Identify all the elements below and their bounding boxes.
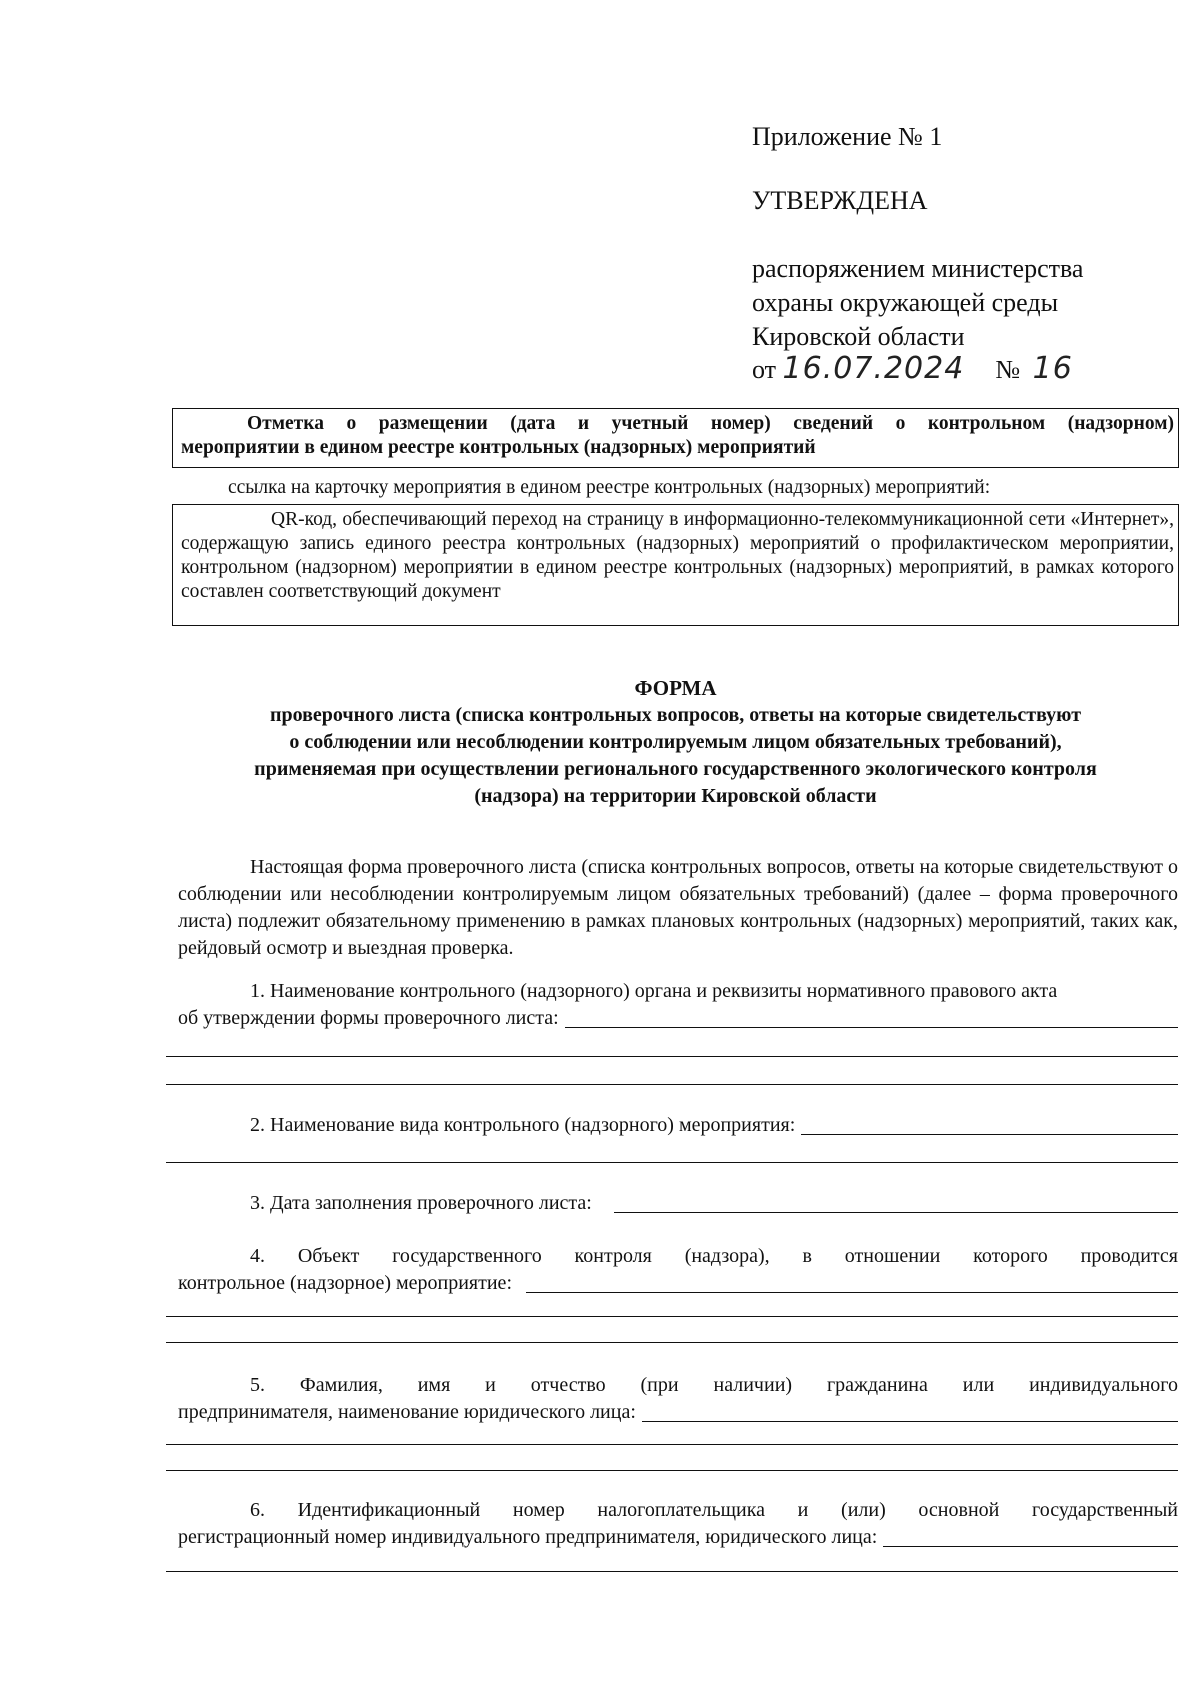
order-line-3: Кировской области bbox=[752, 322, 965, 351]
intro-paragraph bbox=[178, 854, 1178, 962]
item-3-label: 3. Дата заполнения проверочного листа: bbox=[250, 1192, 592, 1214]
registry-mark-box bbox=[172, 408, 1179, 468]
registry-link-label: ссылка на карточку мероприятия в едином реестре контрольных (надзорных) мероприятий: bbox=[228, 477, 991, 498]
form-title-line1: проверочного листа (списка контрольных вопросов, ответы на которые свидетельствуют bbox=[269, 704, 1082, 726]
number-prefix: № bbox=[995, 355, 1021, 384]
item-2-input-line2[interactable] bbox=[166, 1162, 1178, 1163]
item-6-input-line2[interactable] bbox=[166, 1571, 1178, 1572]
item-5-input-line3[interactable] bbox=[166, 1470, 1178, 1471]
form-title-line2: о соблюдении или несоблюдении контролируемым лицом обязательных требований), bbox=[289, 731, 1062, 753]
item-4 bbox=[178, 1243, 1178, 1297]
approved-label: УТВЕРЖДЕНА bbox=[752, 186, 928, 215]
item-1-input-line3[interactable] bbox=[166, 1084, 1178, 1085]
item-3 bbox=[178, 1190, 1178, 1217]
item-4-input-line2[interactable] bbox=[166, 1316, 1178, 1317]
appendix-label: Приложение № 1 bbox=[752, 122, 943, 151]
form-title-line4: (надзора) на территории Кировской области bbox=[474, 785, 877, 807]
item-6-input[interactable] bbox=[883, 1526, 1178, 1547]
item-6 bbox=[178, 1497, 1178, 1551]
item-1 bbox=[178, 978, 1178, 1032]
form-title-line3: применяемая при осуществлении регионального государственного экологического контроля bbox=[254, 758, 1097, 780]
item-1-input-line2[interactable] bbox=[166, 1056, 1178, 1057]
form-title bbox=[172, 675, 1179, 810]
item-4-input-line3[interactable] bbox=[166, 1342, 1178, 1343]
item-5-input-line2[interactable] bbox=[166, 1444, 1178, 1445]
item-5-line1: 5. Фамилия, имя и отчество (при наличии) гражданина или индивидуального bbox=[250, 1374, 1178, 1396]
order-line-1: распоряжением министерства bbox=[752, 254, 1084, 283]
item-1-input[interactable] bbox=[565, 1007, 1178, 1028]
item-4-input[interactable] bbox=[526, 1272, 1178, 1293]
item-4-line2: контрольное (надзорное) мероприятие: bbox=[178, 1272, 512, 1294]
item-1-line1: 1. Наименование контрольного (надзорного) органа и реквизиты нормативного правового акта bbox=[250, 980, 1058, 1002]
qr-code-box bbox=[172, 504, 1179, 626]
handwritten-date: 16.07.2024 bbox=[782, 351, 965, 386]
item-5-input[interactable] bbox=[642, 1401, 1178, 1422]
item-5-line2: предпринимателя, наименование юридического лица: bbox=[178, 1401, 636, 1423]
item-2-input[interactable] bbox=[801, 1114, 1178, 1135]
handwritten-number: 16 bbox=[1032, 351, 1073, 386]
approval-block bbox=[752, 120, 1192, 387]
item-6-line1: 6. Идентификационный номер налогоплательщика и (или) основной государственный bbox=[250, 1499, 1178, 1521]
order-line-2: охраны окружающей среды bbox=[752, 288, 1059, 317]
order-date-line bbox=[752, 352, 1192, 387]
date-prefix: от bbox=[752, 355, 777, 384]
item-1-line2: об утверждении формы проверочного листа: bbox=[178, 1007, 559, 1029]
item-2-label: 2. Наименование вида контрольного (надзорного) мероприятия: bbox=[250, 1114, 796, 1136]
item-6-line2: регистрационный номер индивидуального предпринимателя, юридического лица: bbox=[178, 1526, 878, 1548]
intro-text: Настоящая форма проверочного листа (списка контрольных вопросов, ответы на которые свидетельствуют о соблюдении или несоблюдении контролируемым лицом обязательных требований) (далее – форма проверочного листа) подлежит обязательному применению в рамках плановых контрольных (надзорных) мероприятий, таких как, рейдовый осмотр и выездная проверка. bbox=[178, 856, 1178, 959]
item-3-input[interactable] bbox=[614, 1192, 1178, 1213]
form-heading: ФОРМА bbox=[634, 676, 717, 700]
item-5 bbox=[178, 1372, 1178, 1426]
qr-code-text: QR-код, обеспечивающий переход на страницу в информационно-телекоммуникационной сети «Интернет», содержащую запись единого реестра контрольных (надзорных) мероприятий о профилактическом мероприятии, контрольном (надзорном) мероприятии в едином реестре контрольных (надзорных) мероприятий, в рамках которого составлен соответствующий документ bbox=[181, 509, 1174, 602]
registry-mark-line2: мероприятии в едином реестре контрольных (надзорных) мероприятий bbox=[181, 437, 816, 458]
registry-mark-line1: Отметка о размещении (дата и учетный номер) сведений о контрольном (надзорном) bbox=[247, 413, 1174, 434]
item-4-line1: 4. Объект государственного контроля (надзора), в отношении которого проводится bbox=[250, 1245, 1178, 1267]
item-2 bbox=[178, 1112, 1178, 1139]
